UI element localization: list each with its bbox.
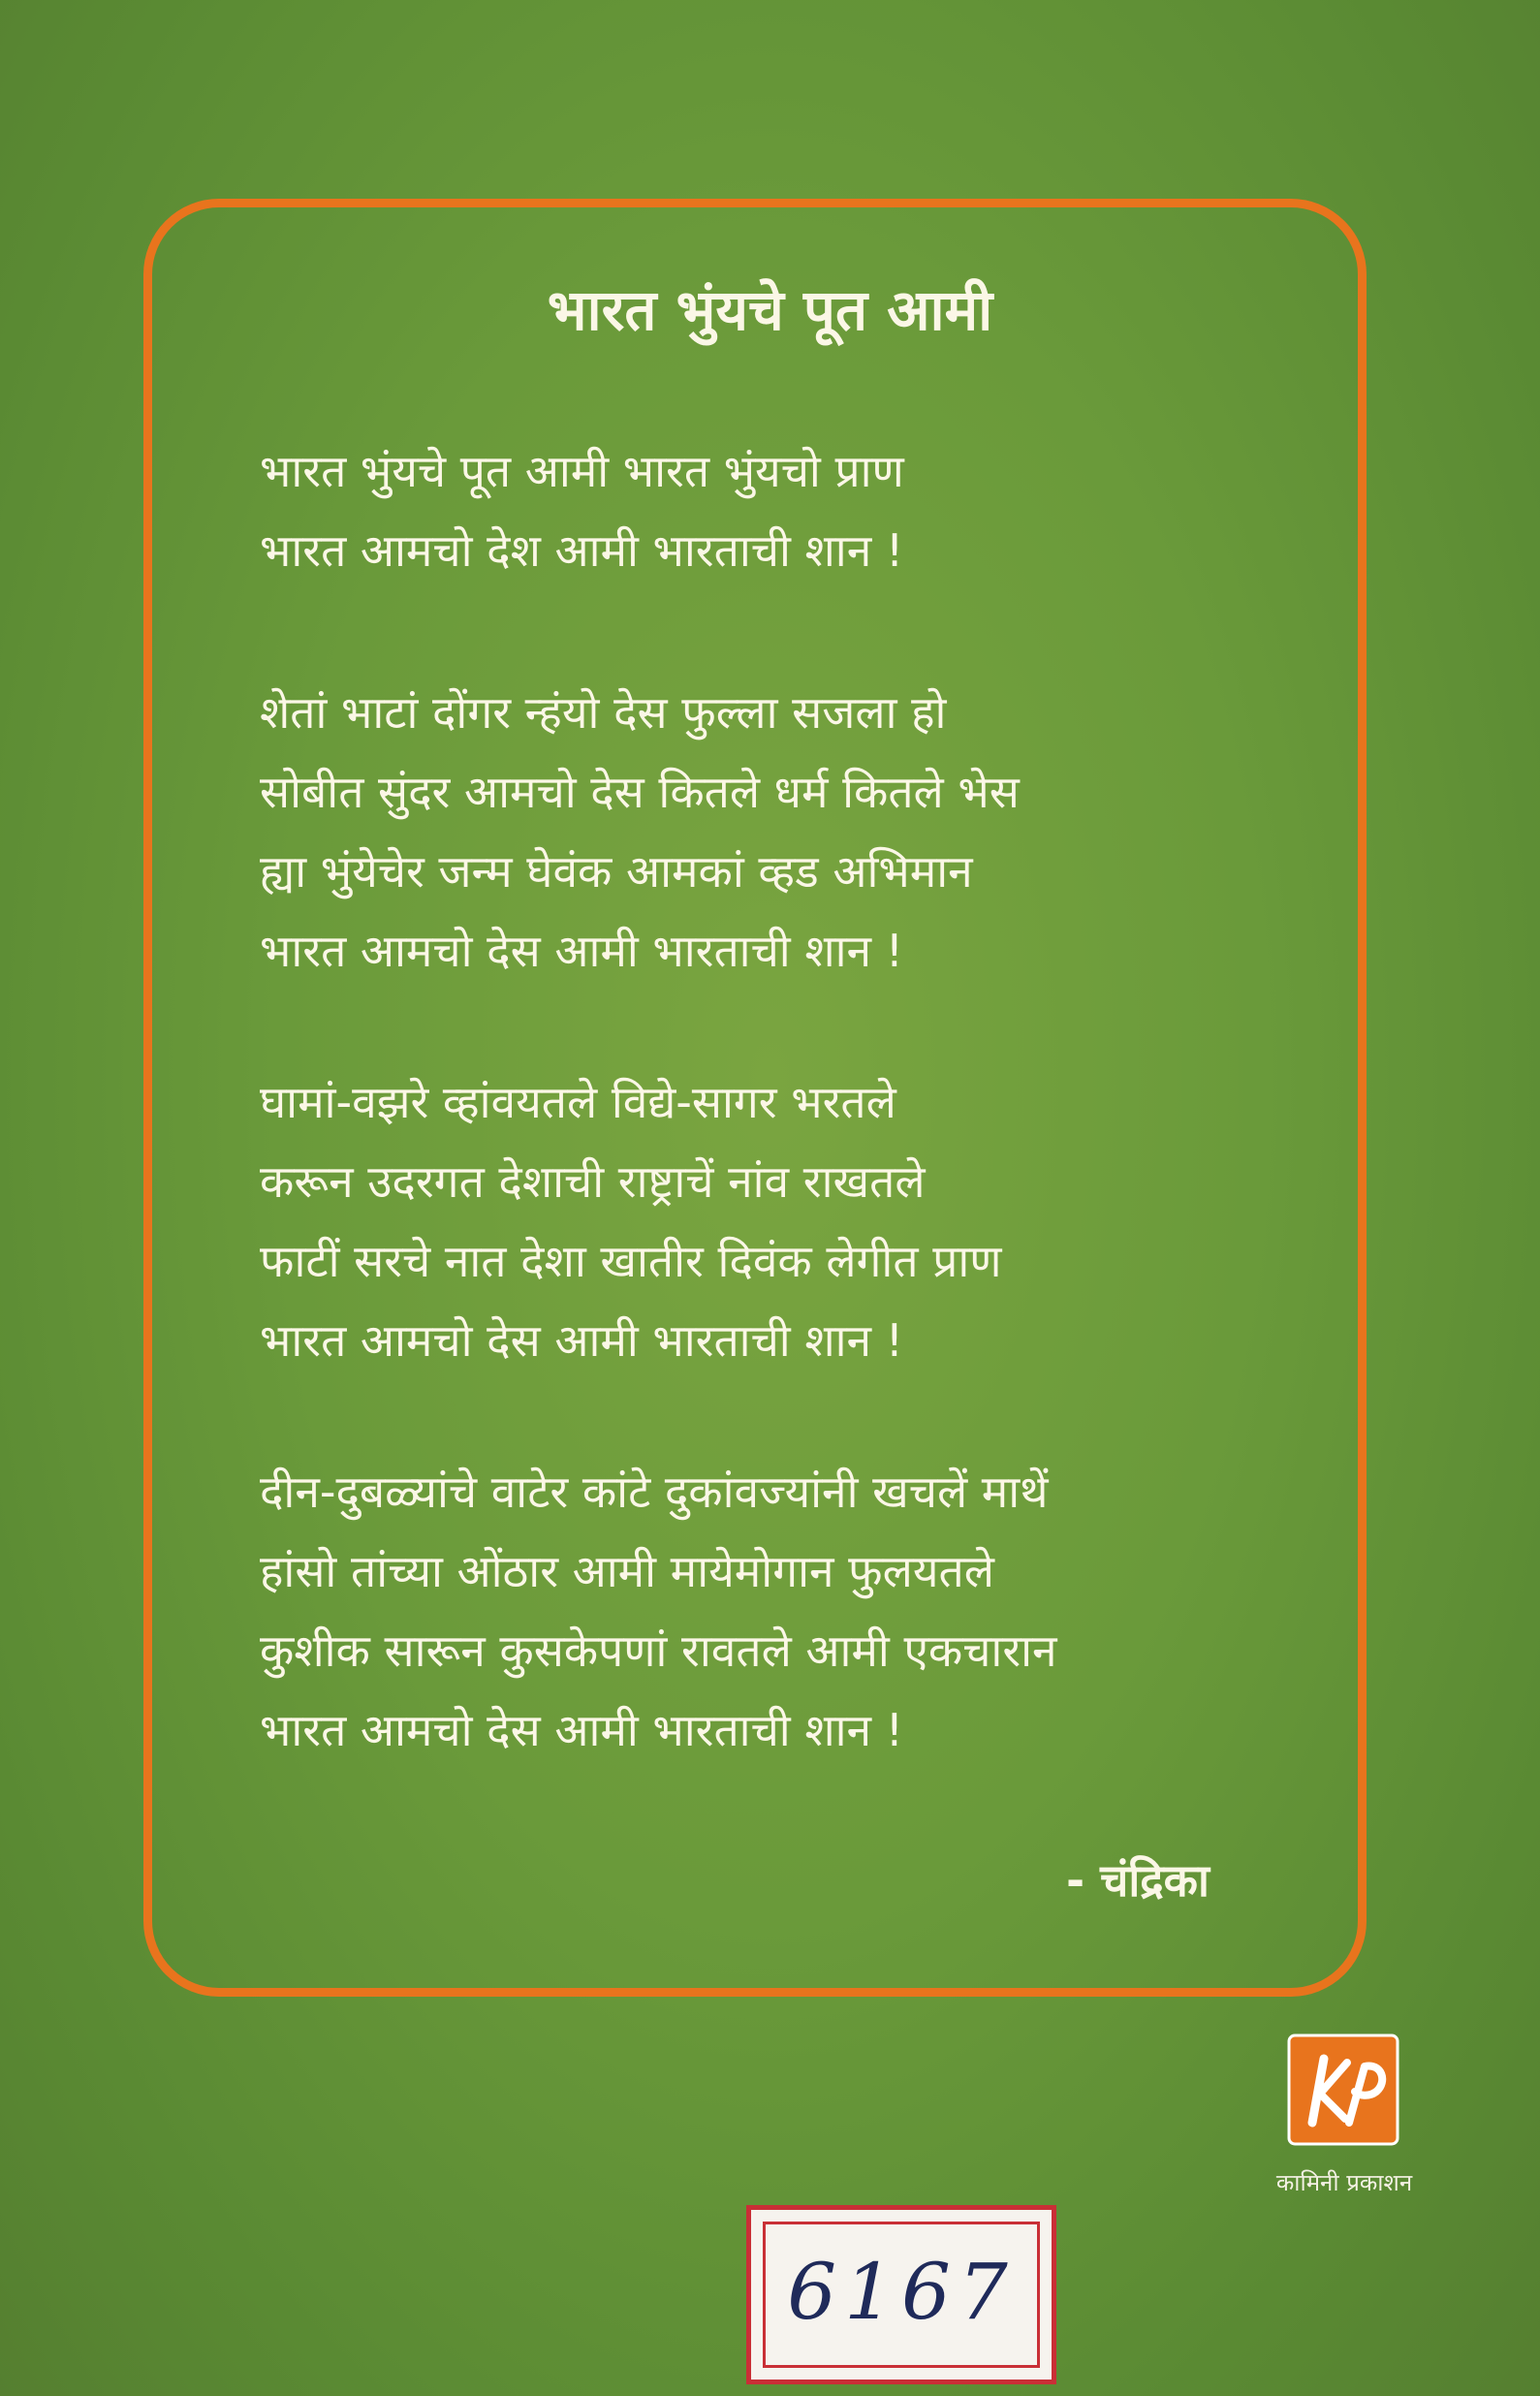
poem-line: भारत आमचो देश आमी भारताची शान !	[260, 524, 904, 577]
stanza-1	[260, 431, 904, 590]
stanza-2	[260, 673, 1020, 991]
library-stamp	[746, 2205, 1056, 2384]
stanza-4	[260, 1452, 1057, 1770]
poem-line: भारत आमचो देस आमी भारताची शान !	[260, 1704, 904, 1756]
poem-line: सोबीत सुंदर आमचो देस कितले धर्म कितले भेस	[260, 766, 1020, 818]
publisher-name: कामिनी प्रकाशन	[1275, 2169, 1413, 2196]
publisher-logo-icon	[1287, 2033, 1399, 2146]
poem-line: घामां-वझरे व्हांवयतले विद्ये-सागर भरतले	[260, 1076, 896, 1128]
poem-line: फाटीं सरचे नात देशा खातीर दिवंक लेगीत प्राण	[260, 1235, 1002, 1287]
poem-line: हांसो तांच्या ओंठार आमी मायेमोगान फुलयतले	[260, 1545, 994, 1597]
poem-line: भारत आमचो देस आमी भारताची शान !	[260, 925, 904, 977]
stanza-3	[260, 1062, 1002, 1380]
poem-line: भारत आमचो देस आमी भारताची शान !	[260, 1314, 904, 1367]
poem-title: भारत भुंयचे पूत आमी	[547, 277, 993, 343]
poem-line: ह्या भुंयेचेर जन्म घेवंक आमकां व्हड अभिमान	[260, 845, 973, 898]
poem-signature: - चंद्रिका	[1066, 1854, 1210, 1907]
poem-line: कुशीक सारून कुसकेपणां रावतले आमी एकचारान	[260, 1624, 1057, 1677]
poem-line: दीन-दुबळ्यांचे वाटेर कांटे दुकांवज्यांनी खचलें माथें	[260, 1466, 1049, 1518]
poem-line: करून उदरगत देशाची राष्ट्राचें नांव राखतले	[260, 1155, 926, 1208]
stamp-number: 6167	[787, 2247, 1016, 2337]
poem-line: शेतां भाटां दोंगर न्हंयो देस फुल्ला सजला हो	[260, 686, 947, 739]
poem-line: भारत भुंयचे पूत आमी भारत भुंयचो प्राण	[260, 445, 904, 497]
